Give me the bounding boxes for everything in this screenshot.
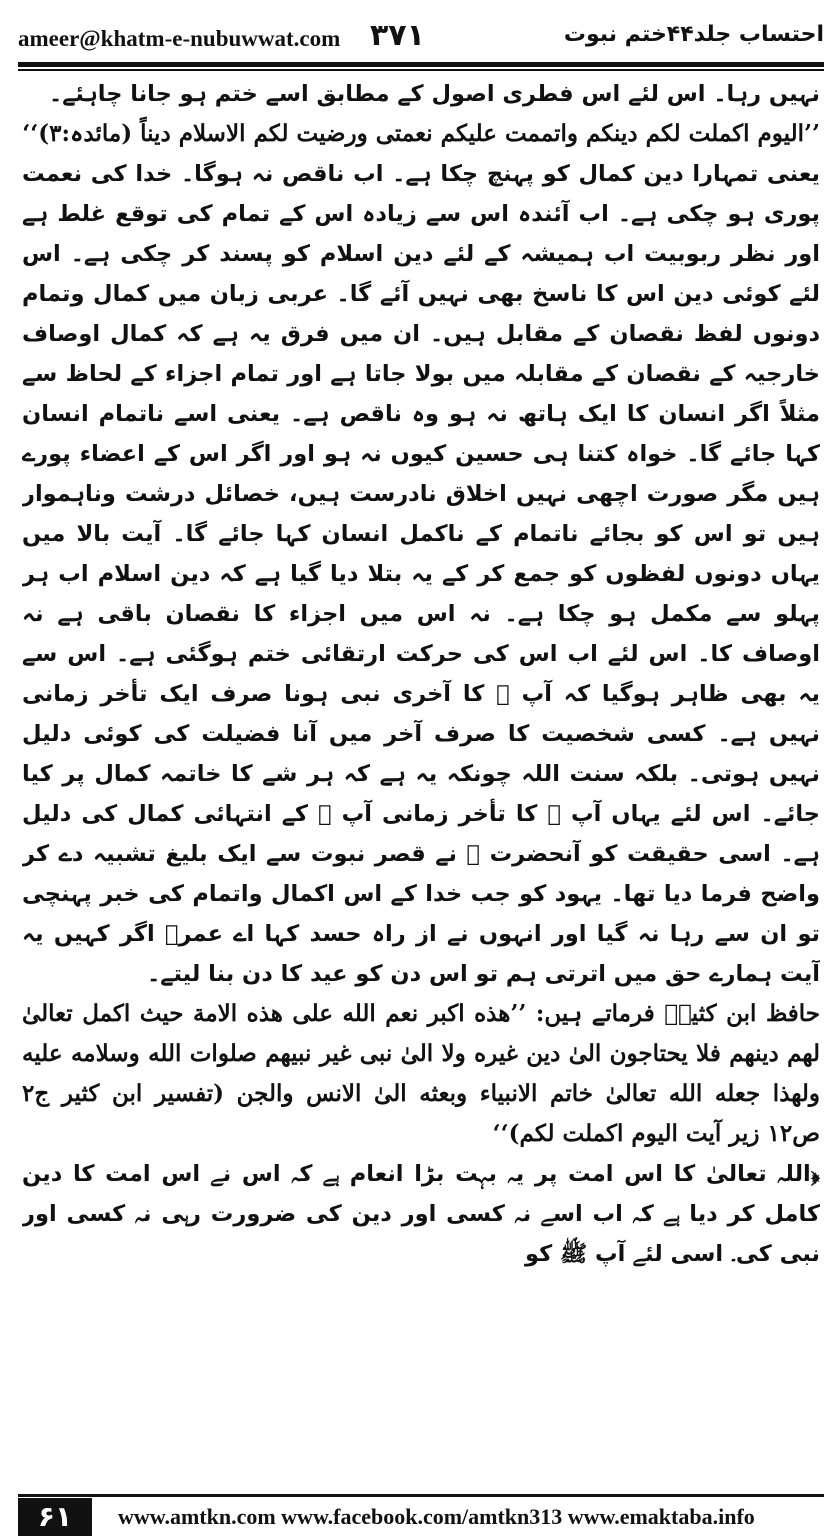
paragraph-translation: ﴿اللہ تعالیٰ کا اس امت پر یہ بہت بڑا انعام ہے کہ اس نے اس امت کا دین کامل کر دیا ہے کہ اب اسے نہ کسی اور دین کی ضرورت رہی نہ کسی اور نبی کی۔ اسی لئے آپ ﷺ کو	[22, 1161, 820, 1267]
header-rule-thin	[18, 69, 824, 71]
footer-rule	[18, 1494, 824, 1497]
paragraph-1: نہیں رہا۔ اس لئے اس فطری اصول کے مطابق اسے ختم ہو جانا چاہئے۔	[49, 81, 820, 107]
footer-page-number: ۶۱	[18, 1498, 92, 1536]
page-body	[22, 74, 820, 1462]
header-email: ameer@khatm-e-nubuwwat.com	[18, 26, 341, 51]
quran-verse: ’’الیوم اکملت لکم دینکم واتممت علیکم نعمتی ورضیت لکم الاسلام دیناً (مائدہ:۳)‘‘	[22, 120, 820, 147]
paragraph-commentary: یعنی تمہارا دین کمال کو پہنچ چکا ہے۔ اب ناقص نہ ہوگا۔ خدا کی نعمت پوری ہو چکی ہے۔ اب آئندہ اس سے زیادہ اس کے تمام کی توقع غلط ہے اور نظر ربوبیت اب ہمیشہ کے لئے دین اسلام کو پسند کر چکی ہے۔ اس لئے کوئی دین اس کا ناسخ بھی نہیں آئے گا۔ عربی زبان میں کمال وتمام دونوں لفظ نقصان کے مقابل ہیں۔ ان میں فرق یہ ہے کہ کمال اوصاف خارجیہ کے نقصان کے مقابلہ میں بولا جاتا ہے اور تمام اجزاء کے لحاظ سے مثلاً اگر انسان کا ایک ہاتھ نہ ہو وہ ناقص ہے۔ یعنی اسے ناتمام انسان کہا جائے گا۔ خواہ کتنا ہی حسین کیوں نہ ہو اور اگر اس کے اعضاء پورے ہیں مگر صورت اچھی نہیں اخلاق نادرست ہیں، خصائل درشت وناہموار ہیں تو اس کو بجائے ناتمام کے ناکمل انسان کہا جائے گا۔ آیت بالا میں یہاں دونوں لفظوں کو جمع کر کے یہ بتلا دیا گیا ہے کہ دین اسلام اب ہر پہلو سے مکمل ہو چکا ہے۔ نہ اس میں اجزاء کا نقصان باقی ہے نہ اوصاف کا۔ اس لئے اب اس کی حرکت ارتقائی ختم ہوگئی ہے۔ اس سے یہ بھی ظاہر ہوگیا کہ آپ ﷺ کا آخری نبی ہونا صرف ایک تأخر زمانی نہیں ہے۔ کسی شخصیت کا صرف آخر میں آنا فضیلت کی کوئی دلیل نہیں ہوتی۔ بلکہ سنت اللہ چونکہ یہ ہے کہ ہر شے کا خاتمہ کمال پر کیا جائے۔ اس لئے یہاں آپ ﷺ کا تأخر زمانی آپ ﷺ کے انتہائی کمال کی دلیل ہے۔ اسی حقیقت کو آنحضرت ﷺ نے قصر نبوت سے ایک بلیغ تشبیہ دے کر واضح فرما دیا تھا۔ یہود کو جب خدا کے اس اکمال واتمام کی خبر پہنچی تو ان سے رہا نہ گیا اور انہوں نے از راہ حسد کہا اے عمرؓ اگر کہیں یہ آیت ہمارے حق میں اترتی ہم تو اس دن کو عید کا دن بنا لیتے۔	[22, 161, 820, 987]
header-page-number: ۳۷۱	[370, 18, 425, 53]
footer-links[interactable]: www.amtkn.com www.facebook.com/amtkn313 www.emaktaba.info	[118, 1504, 755, 1529]
ibn-kathir-quote: حافظ ابن کثیرؒ فرماتے ہیں: ’’هذه اکبر نعم الله علی هذه الامة حیث اکمل تعالیٰ لهم دینهم فلا یحتاجون الیٰ دین غیره ولا الیٰ نبی غیر نبیهم صلوات الله وسلامه علیه ولهذا جعله الله تعالیٰ خاتم الانبیاء وبعثه الیٰ الانس والجن (تفسیر ابن کثیر ج۲ ص۱۲ زیر آیت الیوم اکملت لکم)‘‘	[22, 1000, 820, 1147]
header-book-title: احتساب جلد۴۴ختم نبوت	[563, 22, 824, 47]
page-header	[18, 14, 824, 62]
header-rule-thick	[18, 62, 824, 67]
